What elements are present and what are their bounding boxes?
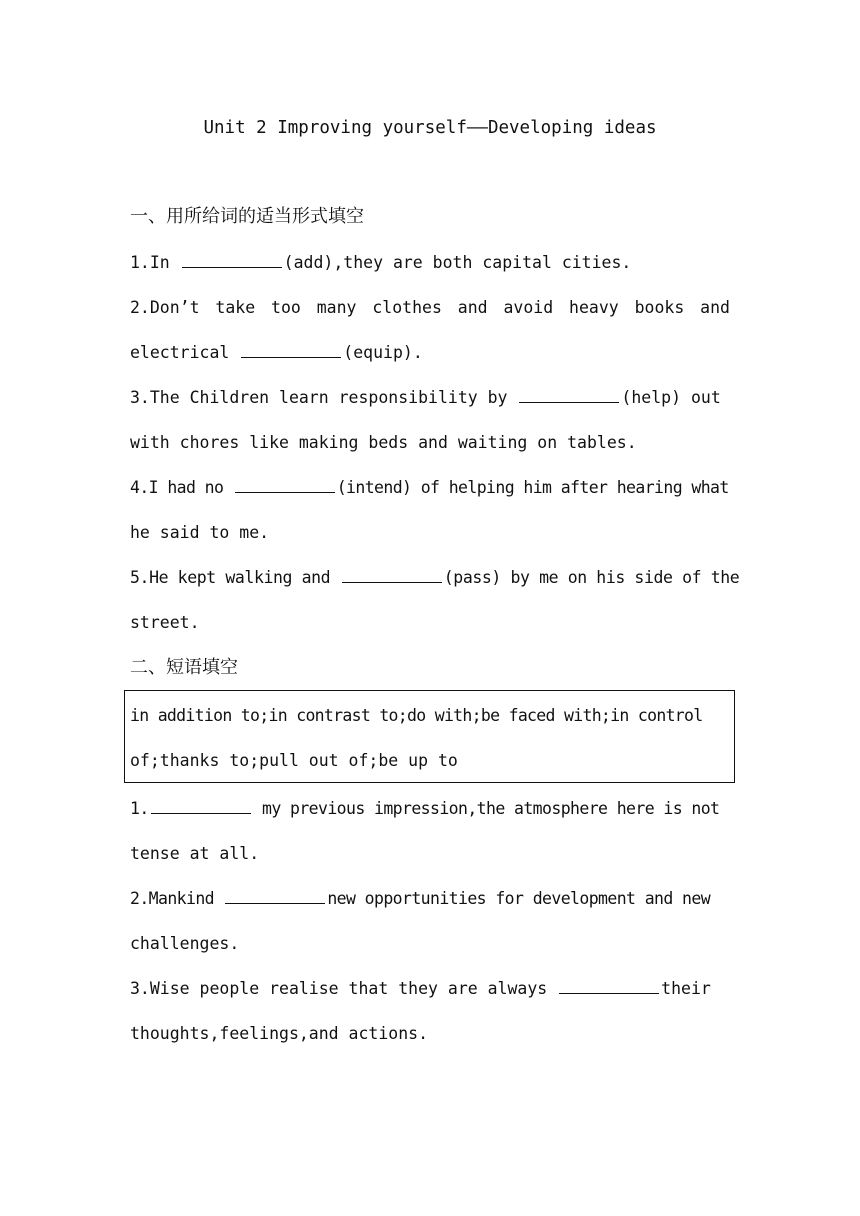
word-box-line2: of;thanks to;pull out of;be up to	[130, 751, 458, 770]
s2-item1-line2: tense at all.	[130, 844, 260, 863]
s2-item2-prefix: 2.Mankind	[130, 889, 224, 908]
s1-item3-suffix: (help) out	[621, 388, 721, 407]
section1-heading: 一、用所给词的适当形式填空	[130, 206, 364, 227]
s1-item5-line1	[130, 566, 740, 590]
s1-item1-prefix: 1.In	[130, 253, 180, 272]
s1-item3-blank[interactable]	[519, 387, 619, 403]
s1-item3-line1	[130, 386, 730, 410]
s1-item4-line2: he said to me.	[130, 523, 270, 542]
s1-item5-prefix: 5.He kept walking and	[130, 568, 340, 587]
s1-item5-line2: street.	[130, 613, 200, 632]
s1-item4-prefix: 4.I had no	[130, 478, 233, 497]
s1-item1-blank[interactable]	[182, 252, 282, 268]
s2-item3-suffix: their	[661, 979, 711, 998]
s1-item4-blank[interactable]	[235, 477, 335, 493]
page-title: Unit 2 Improving yourself——Developing ideas	[203, 118, 657, 138]
s1-item3-line2: with chores like making beds and waiting on tables.	[130, 433, 637, 452]
s2-item3-line1	[130, 977, 730, 1001]
s1-item1-line1	[130, 251, 730, 275]
s2-item2-line1	[130, 887, 730, 911]
s2-item1-suffix: my previous impression,the atmosphere here is not	[252, 799, 720, 818]
s1-item2-blank[interactable]	[241, 342, 341, 358]
s1-item1-suffix: (add),they are both capital cities.	[283, 253, 632, 272]
s2-item2-line2: challenges.	[130, 934, 240, 953]
s2-item2-blank[interactable]	[225, 888, 325, 904]
word-box-line1: in addition to;in contrast to;do with;be faced with;in control	[130, 706, 703, 725]
s1-item2-line2	[130, 341, 730, 365]
s2-item3-prefix: 3.Wise people realise that they are always	[130, 979, 558, 998]
s2-item2-suffix: new opportunities for development and new	[327, 889, 711, 908]
s2-item1-line1	[130, 797, 730, 821]
s1-item3-prefix: 3.The Children learn responsibility by	[130, 388, 518, 407]
s2-item1-prefix: 1.	[130, 799, 149, 818]
section2-heading: 二、短语填空	[130, 657, 238, 678]
s1-item2-prefix: electrical	[130, 343, 240, 362]
s1-item5-suffix: (pass) by me on his side of the	[443, 568, 740, 587]
s1-item4-suffix: (intend) of helping him after hearing what	[336, 478, 729, 497]
s1-item5-blank[interactable]	[342, 567, 442, 583]
s1-item4-line1	[130, 476, 730, 500]
s1-item2-suffix: (equip).	[343, 343, 423, 362]
s2-item3-line2: thoughts,feelings,and actions.	[130, 1024, 429, 1043]
s2-item3-blank[interactable]	[559, 978, 659, 994]
s2-item1-blank[interactable]	[151, 798, 251, 814]
s1-item2-line1: 2.Don’t take too many clothes and avoid heavy books and	[130, 298, 730, 317]
